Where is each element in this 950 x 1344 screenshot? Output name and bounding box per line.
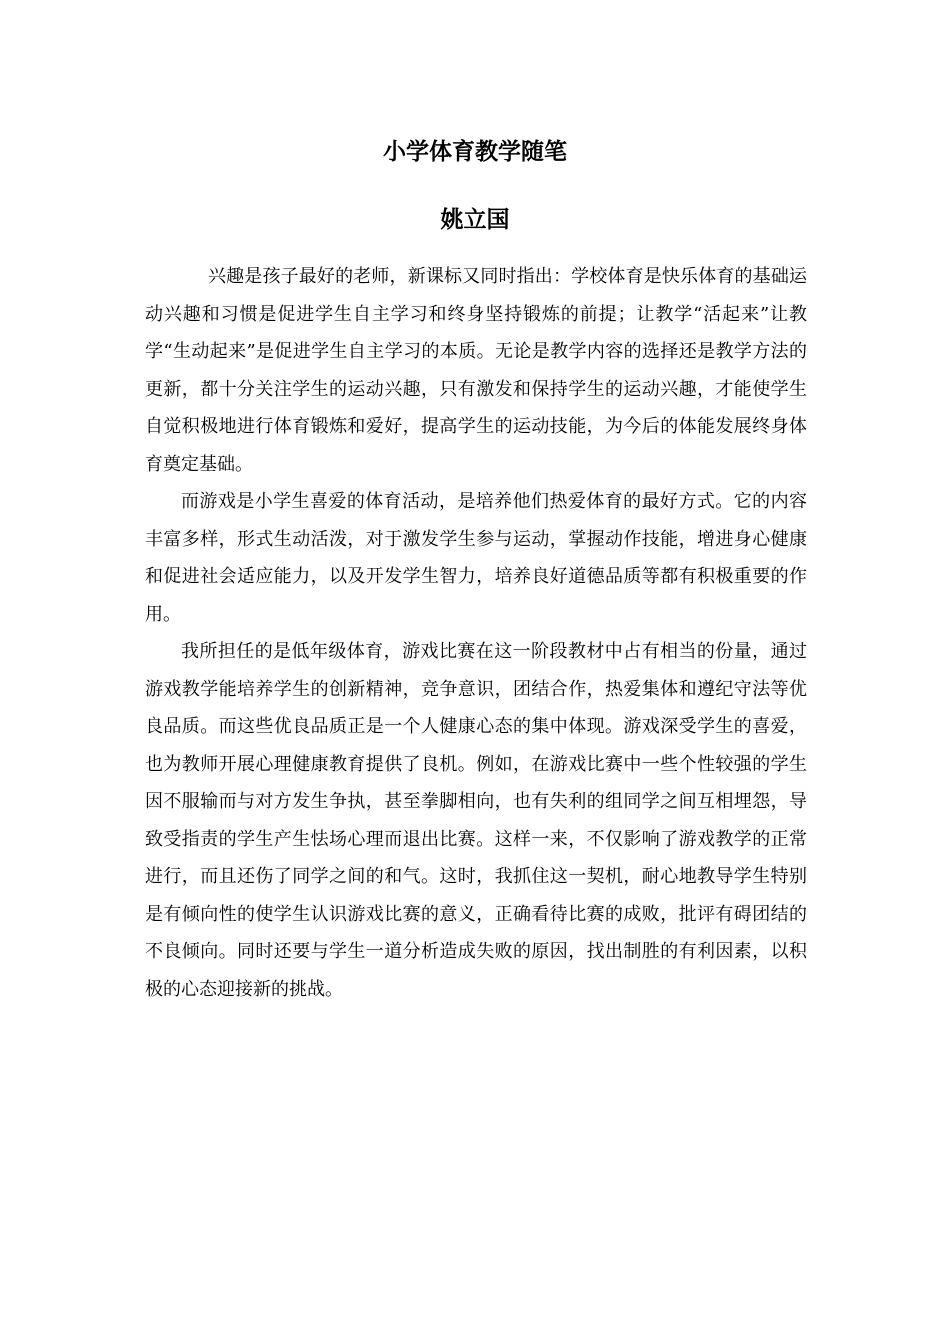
paragraph: 我所担任的是低年级体育，游戏比赛在这一阶段教材中占有相当的份量，通过游戏教学能培养学生的创新精神，竞争意识，团结合作，热爱集体和遵纪守法等优良品质。而这些优良品质正是一个人健康心态的集中体现。游戏深受学生的喜爱，也为教师开展心理健康教育提供了良机。例如，在游戏比赛中一些个性较强的学生因不服输而与对方发生争执，甚至拳脚相向，也有失利的组同学之间互相埋怨，导致受指责的学生产生怯场心理而退出比赛。这样一来，不仅影响了游戏教学的正常进行，而且还伤了同学之间的和气。这时，我抓住这一契机，耐心地教导学生特别是有倾向性的使学生认识游戏比赛的意义，正确看待比赛的成败，批评有碍团结的不良倾向。同时还要与学生一道分析造成失败的原因，找出制胜的有利因素，以积极的心态迎接新的挑战。 [145,641,807,1000]
paragraph: 兴趣是孩子最好的老师，新课标又同时指出：学校体育是快乐体育的基础运动兴趣和习惯是促进学生自主学习和终身坚持锻炼的前提；让教学“活起来”让教学“生动起来”是促进学生自主学习的本质。无论是教学内容的选择还是教学方法的更新，都十分关注学生的运动兴趣，只有激发和保持学生的运动兴趣，才能使学生自觉积极地进行体育锻炼和爱好，提高学生的运动技能，为今后的体能发展终身体育奠定基础。 [145,266,807,475]
paragraph: 而游戏是小学生喜爱的体育活动，是培养他们热爱体育的最好方式。它的内容丰富多样，形式生动活泼，对于激发学生参与运动，掌握动作技能，增进身心健康和促进社会适应能力，以及开发学生智力，培养良好道德品质等都有积极重要的作用。 [145,491,807,625]
document-author: 姚立国 [440,207,510,233]
document-title: 小学体育教学随笔 [383,139,567,165]
document-body [145,258,807,1008]
